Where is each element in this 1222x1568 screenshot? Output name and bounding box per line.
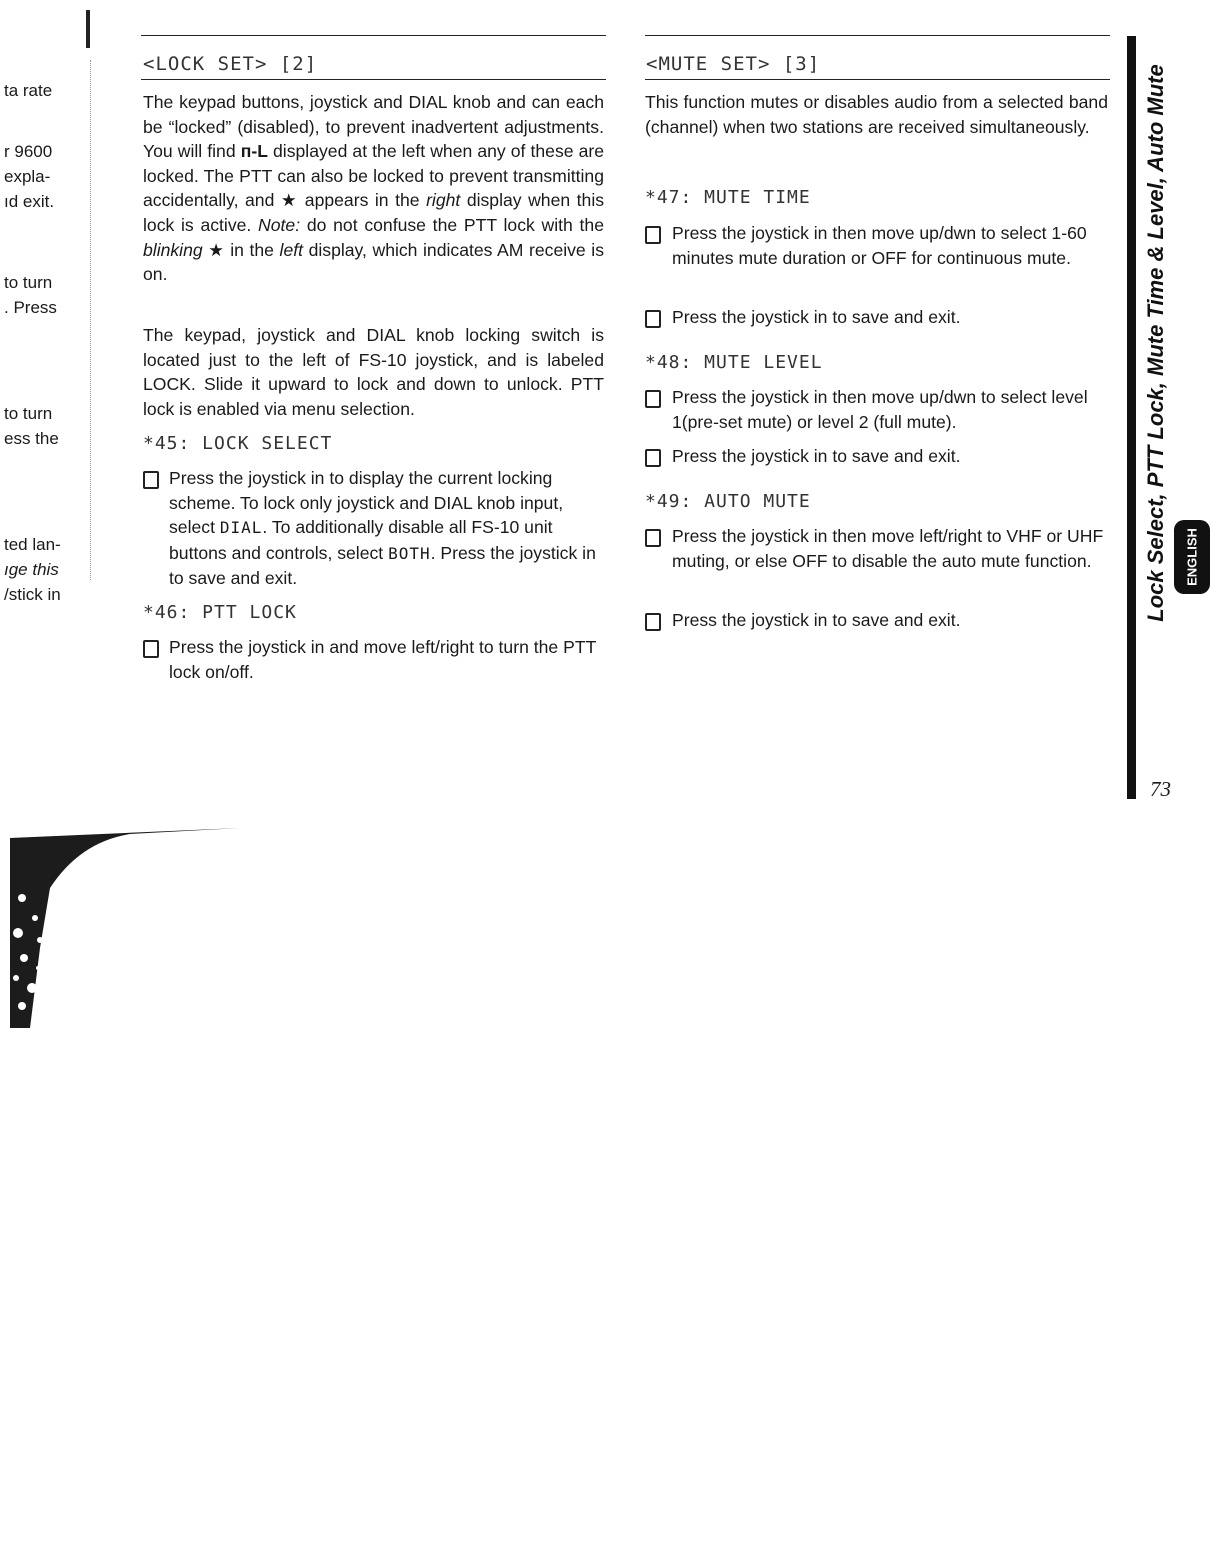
- checkbox-icon: [645, 310, 661, 328]
- both-lcd: BOTH: [388, 543, 431, 563]
- margin-fragment: ıd exit.: [4, 192, 55, 211]
- menu-46-heading: *46: PTT LOCK: [143, 602, 297, 623]
- margin-fragment: to turn: [4, 273, 53, 292]
- section-rule-bottom: [645, 79, 1110, 80]
- gutter-mark: [86, 10, 90, 48]
- menu-45-heading: *45: LOCK SELECT: [143, 433, 333, 454]
- lock-set-paragraph-1: The keypad buttons, joystick and DIAL knob and can each be “locked” (disabled), to prevent inadvertent adjustments. You will find ᴨ-L displayed at the left when any of these are locked. The PTT can also be locked to prevent transmitting accidentally, and ★ appears in the right display when this lock is active. Note: do not confuse the PTT lock with the blinking ★ in the left display, which indicates AM receive is on.: [143, 92, 605, 285]
- lock-icon: ᴨ-L: [240, 141, 268, 162]
- checkbox-icon: [645, 226, 661, 244]
- gutter-trace: [90, 60, 92, 580]
- checkbox-icon: [645, 529, 661, 547]
- lock-set-paragraph-2: The keypad, joystick and DIAL knob locking switch is located just to the left of FS-10 joystick, and is labeled LOCK. Slide it upward to lock and down to unlock. PTT lock is enabled via menu selection.: [143, 325, 604, 419]
- margin-fragment: r 9600: [4, 142, 53, 161]
- page-number: 73: [1150, 777, 1171, 801]
- margin-fragment: expla-: [4, 167, 51, 186]
- checkbox-icon: [645, 449, 661, 467]
- menu-47-heading: *47: MUTE TIME: [645, 187, 811, 208]
- language-tab: ENGLISH: [1174, 520, 1210, 594]
- section-rule-top: [141, 35, 606, 36]
- checkbox-icon: [143, 640, 159, 658]
- star-icon: ★: [208, 239, 225, 260]
- margin-fragment: ta rate: [4, 81, 53, 100]
- margin-fragment: . Press: [4, 298, 57, 317]
- lock-set-title: <LOCK SET> [2]: [143, 53, 318, 75]
- margin-fragment: ıge this: [4, 560, 59, 579]
- margin-fragment: ted lan-: [4, 535, 61, 554]
- checkbox-icon: [645, 613, 661, 631]
- section-rule-top: [645, 35, 1110, 36]
- sidebar-title: Lock Select, PTT Lock, Mute Time & Level, Auto Mute: [1143, 64, 1168, 622]
- margin-fragment: ess the: [4, 429, 59, 448]
- menu-48-heading: *48: MUTE LEVEL: [645, 352, 823, 373]
- margin-fragment: /stick in: [4, 585, 61, 604]
- dial-lcd: DIAL: [219, 518, 263, 538]
- mute-set-intro: This function mutes or disables audio from a selected band (channel) when two stations are received simultaneously.: [645, 92, 1108, 137]
- menu-49-heading: *49: AUTO MUTE: [645, 491, 811, 512]
- scan-artifact: [10, 828, 240, 1028]
- star-icon: ★: [280, 190, 299, 211]
- margin-fragment: to turn: [4, 404, 53, 423]
- checkbox-icon: [143, 471, 159, 489]
- mute-set-title: <MUTE SET> [3]: [646, 53, 821, 75]
- checkbox-icon: [645, 390, 661, 408]
- sidebar-bar: [1127, 36, 1136, 799]
- section-rule-bottom: [141, 79, 606, 80]
